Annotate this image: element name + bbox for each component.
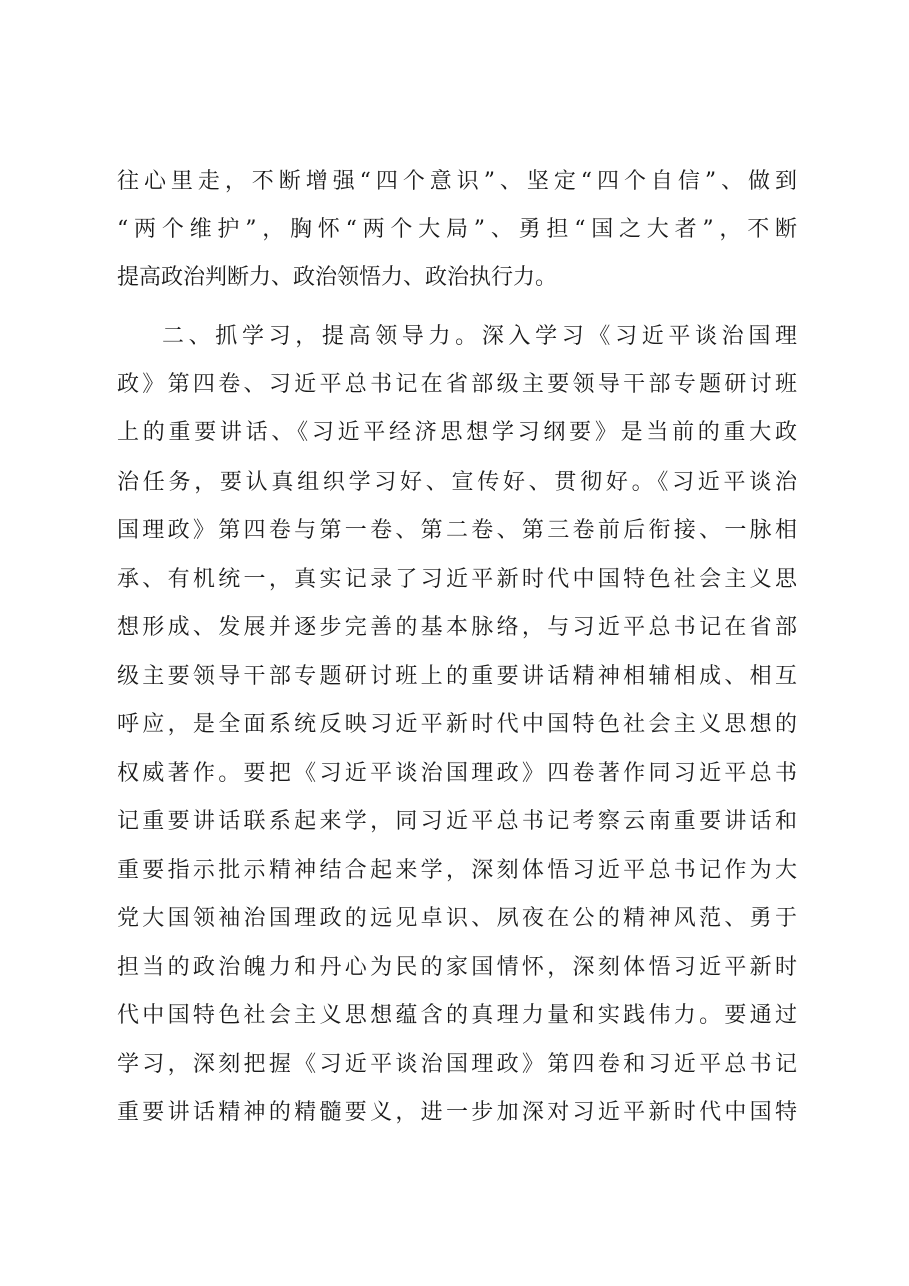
paragraph-line: 上的重要讲话、《习近平经济思想学习纲要》是当前的重大政 bbox=[117, 420, 797, 445]
paragraph-line: 权威著作。要把《习近平谈治国理政》四卷著作同习近平总书 bbox=[117, 761, 797, 786]
paragraph-line: 往心里走，不断增强“四个意识”、坚定“四个自信”、做到 bbox=[117, 169, 797, 194]
paragraph-line: 学习，深刻把握《习近平谈治国理政》第四卷和习近平总书记 bbox=[117, 1052, 797, 1077]
paragraph-line: 呼应，是全面系统反映习近平新时代中国特色社会主义思想的 bbox=[117, 712, 797, 737]
paragraph-line: 党大国领袖治国理政的远见卓识、夙夜在公的精神风范、勇于 bbox=[117, 906, 797, 931]
paragraph-line: 提高政治判断力、政治领悟力、政治执行力。 bbox=[117, 265, 558, 290]
paragraph-line: 二、抓学习，提高领导力。深入学习《习近平谈治国理 bbox=[162, 324, 797, 349]
paragraph-line: “两个维护”，胸怀“两个大局”、勇担“国之大者”，不断 bbox=[117, 217, 797, 242]
paragraph-line: 代中国特色社会主义思想蕴含的真理力量和实践伟力。要通过 bbox=[117, 1003, 797, 1028]
paragraph-line: 级主要领导干部专题研讨班上的重要讲话精神相辅相成、相互 bbox=[117, 664, 797, 689]
paragraph-line: 记重要讲话联系起来学，同习近平总书记考察云南重要讲话和 bbox=[117, 809, 797, 834]
paragraph-line: 想形成、发展并逐步完善的基本脉络，与习近平总书记在省部 bbox=[117, 615, 797, 640]
paragraph-line: 承、有机统一，真实记录了习近平新时代中国特色社会主义思 bbox=[117, 567, 797, 592]
paragraph-line: 重要讲话精神的精髓要义，进一步加深对习近平新时代中国特 bbox=[117, 1100, 797, 1125]
paragraph-line: 国理政》第四卷与第一卷、第二卷、第三卷前后衔接、一脉相 bbox=[117, 518, 797, 543]
paragraph-line: 担当的政治魄力和丹心为民的家国情怀，深刻体悟习近平新时 bbox=[117, 955, 797, 980]
paragraph-line: 治任务，要认真组织学习好、宣传好、贯彻好。《习近平谈治 bbox=[117, 470, 797, 495]
paragraph-line: 重要指示批示精神结合起来学，深刻体悟习近平总书记作为大 bbox=[117, 858, 797, 883]
paragraph-line: 政》第四卷、习近平总书记在省部级主要领导干部专题研讨班 bbox=[117, 372, 797, 397]
